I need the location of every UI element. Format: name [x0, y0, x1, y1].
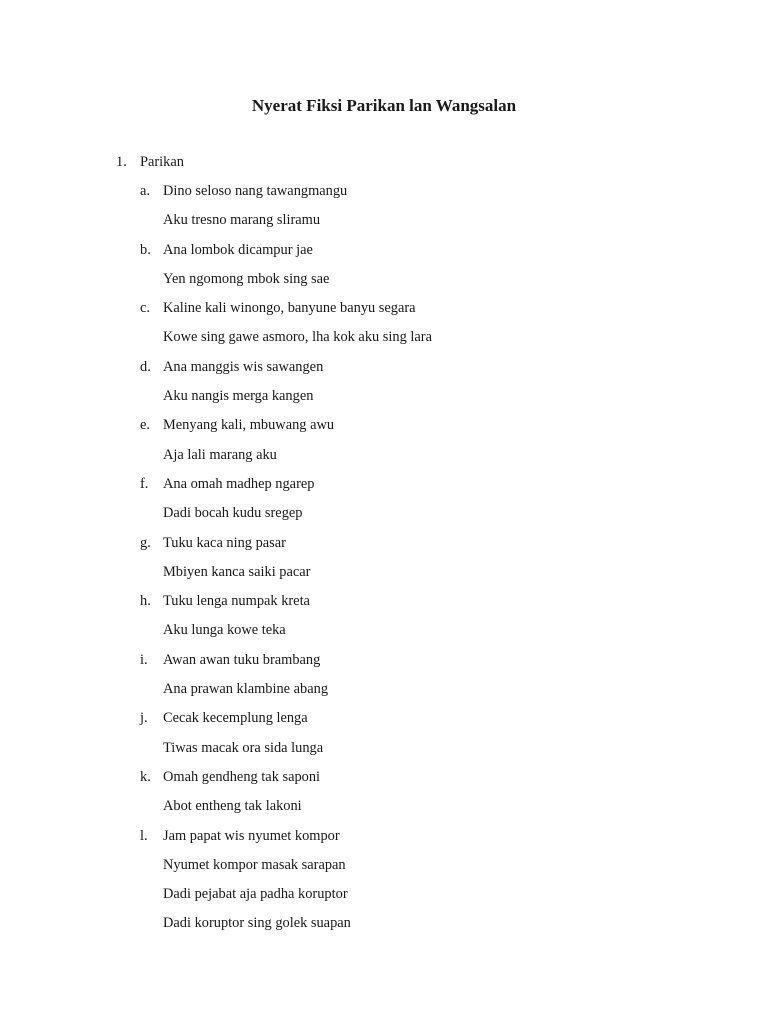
section-number: 1.: [116, 154, 127, 170]
list-item-text: Ana omah madhep ngarep: [163, 475, 315, 492]
list-item-text: Cecak kecemplung lenga: [163, 710, 308, 727]
list-item-marker: e.: [140, 417, 150, 434]
list-item-text: Abot entheng tak lakoni: [163, 798, 302, 815]
list-item-text: Kowe sing gawe asmoro, lha kok aku sing lara: [163, 329, 432, 346]
list-item-text: Tiwas macak ora sida lunga: [163, 739, 324, 756]
list-item-text: Yen ngomong mbok sing sae: [163, 270, 330, 287]
list-item-text: Aku nangis merga kangen: [163, 388, 314, 405]
list-item-text: Tuku kaca ning pasar: [163, 534, 286, 551]
list-item-text: Dadi pejabat aja padha koruptor: [163, 886, 348, 903]
list-item-text: Awan awan tuku brambang: [163, 651, 321, 668]
section-heading: [116, 151, 184, 173]
list-item-text: Mbiyen kanca saiki pacar: [163, 563, 311, 580]
section-label: Parikan: [140, 154, 184, 170]
list-item-text: Ana manggis wis sawangen: [163, 358, 324, 375]
list-item-marker: b.: [140, 241, 151, 258]
list-item-text: Nyumet kompor masak sarapan: [163, 856, 346, 873]
list-item-marker: a.: [140, 183, 150, 199]
list-item-text: Dino seloso nang tawangmangu: [163, 183, 348, 199]
list-item-marker: h.: [140, 593, 151, 610]
list-item-text: Kaline kali winongo, banyune banyu segara: [163, 300, 416, 317]
list-item-marker: k.: [140, 768, 151, 785]
list-item-text: Menyang kali, mbuwang awu: [163, 417, 335, 434]
list-item-marker: d.: [140, 358, 151, 375]
document-title: Nyerat Fiksi Parikan lan Wangsalan: [251, 96, 517, 115]
list-item-text: Dadi koruptor sing golek suapan: [163, 915, 351, 932]
list-item-text: Dadi bocah kudu sregep: [163, 505, 303, 522]
list-item-text: Aku tresno marang sliramu: [163, 212, 321, 229]
list-item-text: Aku lunga kowe teka: [163, 622, 286, 639]
list-item-text: Tuku lenga numpak kreta: [163, 593, 310, 610]
list-item-marker: i.: [140, 651, 148, 668]
list-item-text: Ana prawan klambine abang: [163, 681, 329, 698]
list-item-marker: g.: [140, 534, 151, 551]
list-item-text: Ana lombok dicampur jae: [163, 241, 313, 258]
list-item-marker: c.: [140, 300, 150, 317]
list-item-marker: j.: [140, 710, 148, 727]
list-item-marker: f.: [140, 475, 149, 492]
list-item-text: Jam papat wis nyumet kompor: [163, 827, 340, 844]
list-item-text: Omah gendheng tak saponi: [163, 768, 321, 785]
list-item-text: Aja lali marang aku: [163, 446, 277, 463]
list-item-marker: l.: [140, 827, 148, 844]
